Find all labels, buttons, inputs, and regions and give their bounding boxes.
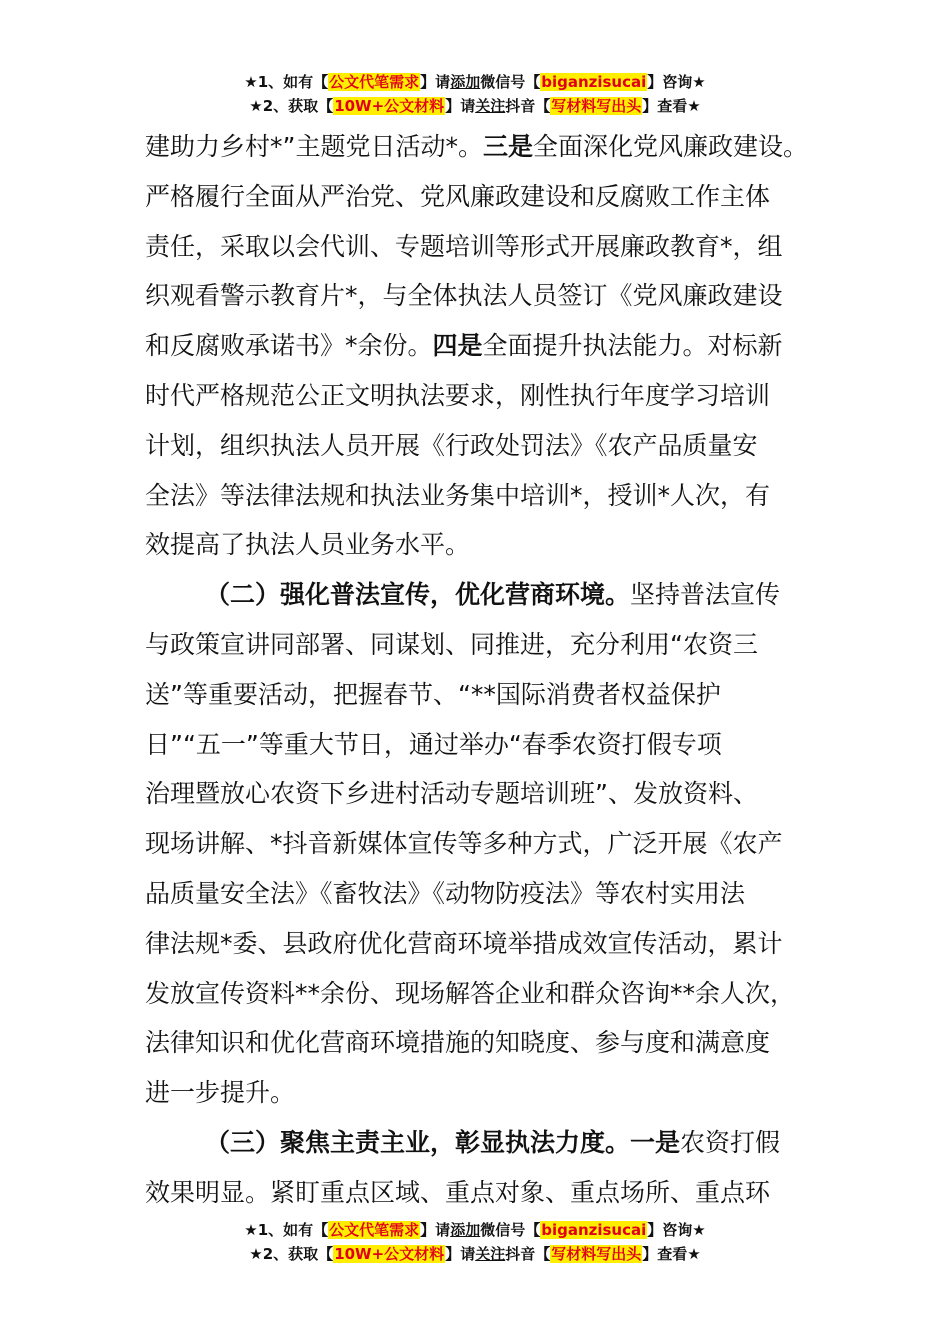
text-line: 全法》等法律法规和执法业务集中培训*，授训*人次，有 <box>145 480 771 510</box>
document-body <box>145 122 810 1218</box>
banner-text: 抖音【 <box>505 97 551 115</box>
banner-text: ★1、如有【 <box>244 1221 329 1239</box>
banner-text: 】请 <box>420 73 451 91</box>
banner-line-2 <box>0 94 950 118</box>
text-line: 时代严格规范公正文明执法要求，刚性执行年度学习培训 <box>145 380 771 410</box>
banner-text: 】咨询★ <box>647 73 706 91</box>
text-line: 责任，采取以会代训、专题培训等形式开展廉政教育*，组 <box>145 231 783 261</box>
text-line: 现场讲解、*抖音新媒体宣传等多种方式，广泛开展《农产 <box>145 829 783 859</box>
text-line: 法律知识和优化营商环境措施的知晓度、参与度和满意度 <box>145 1028 771 1058</box>
banner-text: 】请 <box>420 1221 451 1239</box>
highlight-wechat-id: biganzisucai <box>541 1221 647 1239</box>
banner-underlined-text: 关注 <box>475 1245 506 1263</box>
text-line: 织观看警示教育片*，与全体执法人员签订《党风廉政建设 <box>145 281 783 311</box>
banner-text: 】查看★ <box>642 1245 701 1263</box>
banner-line-1 <box>0 70 950 94</box>
text-line: 计划，组织执法人员开展《行政处罚法》《农产品质量安 <box>145 430 758 460</box>
banner-underlined-text: 添加 <box>450 1221 481 1239</box>
banner-text: 抖音【 <box>505 1245 551 1263</box>
section-heading-2: （二）强化普法宣传，优化营商环境。 <box>205 580 631 610</box>
banner-line-2 <box>0 1242 950 1266</box>
paragraph-2 <box>145 570 810 1118</box>
paragraph-1 <box>145 122 810 570</box>
section-heading-3: （三）聚焦主责主业，彰显执法力度。 <box>205 1127 631 1157</box>
highlight-wechat-id: biganzisucai <box>541 73 647 91</box>
banner-line-1 <box>0 1218 950 1242</box>
banner-text: 】请 <box>445 1245 476 1263</box>
banner-text: 】请 <box>445 97 476 115</box>
text-line: 进一步提升。 <box>145 1078 296 1108</box>
text-line: 治理暨放心农资下乡进村活动专题培训班”、发放资料、 <box>145 779 758 809</box>
banner-text: 微信号【 <box>480 1221 541 1239</box>
text-line: 严格履行全面从严治党、党风廉政建设和反腐败工作主体 <box>145 181 771 211</box>
text-line: 送”等重要活动，把握春节、“**国际消费者权益保护 <box>145 679 721 709</box>
header-banner <box>0 70 950 118</box>
banner-text: 】咨询★ <box>647 1221 706 1239</box>
banner-text: 】查看★ <box>642 97 701 115</box>
banner-text: ★1、如有【 <box>244 73 329 91</box>
highlight-materials: 10W+公文材料 <box>334 97 445 115</box>
paragraph-3 <box>145 1118 810 1218</box>
text-line: 建助力乡村*”主题党日活动*。三是全面深化党风廉政建设。 <box>145 132 808 161</box>
highlight-douyin-account: 写材料写出头 <box>551 97 642 115</box>
text-line: 律法规*委、县政府优化营商环境举措成效宣传活动，累计 <box>145 928 783 958</box>
banner-text: ★2、获取【 <box>249 1245 334 1263</box>
text-line: （三）聚焦主责主业，彰显执法力度。一是农资打假 <box>205 1127 781 1157</box>
text-line: 和反腐败承诺书》*余份。四是全面提升执法能力。对标新 <box>145 331 783 361</box>
highlight-service: 公文代笔需求 <box>329 73 420 91</box>
footer-banner <box>0 1218 950 1266</box>
text-line: 效果明显。紧盯重点区域、重点对象、重点场所、重点环 <box>145 1177 771 1207</box>
banner-text: 微信号【 <box>480 73 541 91</box>
banner-text: ★2、获取【 <box>249 97 334 115</box>
text-line: 品质量安全法》《畜牧法》《动物防疫法》等农村实用法 <box>145 878 746 908</box>
banner-underlined-text: 关注 <box>475 97 506 115</box>
highlight-service: 公文代笔需求 <box>329 1221 420 1239</box>
banner-underlined-text: 添加 <box>450 73 481 91</box>
highlight-douyin-account: 写材料写出头 <box>551 1245 642 1263</box>
text-line: 发放宣传资料**余份、现场解答企业和群众咨询**余人次， <box>145 978 796 1008</box>
text-line: 效提高了执法人员业务水平。 <box>145 530 471 560</box>
text-line: 与政策宣讲同部署、同谋划、同推进，充分利用“农资三 <box>145 629 758 659</box>
highlight-materials: 10W+公文材料 <box>334 1245 445 1263</box>
text-line: （二）强化普法宣传，优化营商环境。坚持普法宣传 <box>205 580 781 610</box>
text-line: 日”“五一”等重大节日，通过举办“春季农资打假专项 <box>145 729 722 759</box>
